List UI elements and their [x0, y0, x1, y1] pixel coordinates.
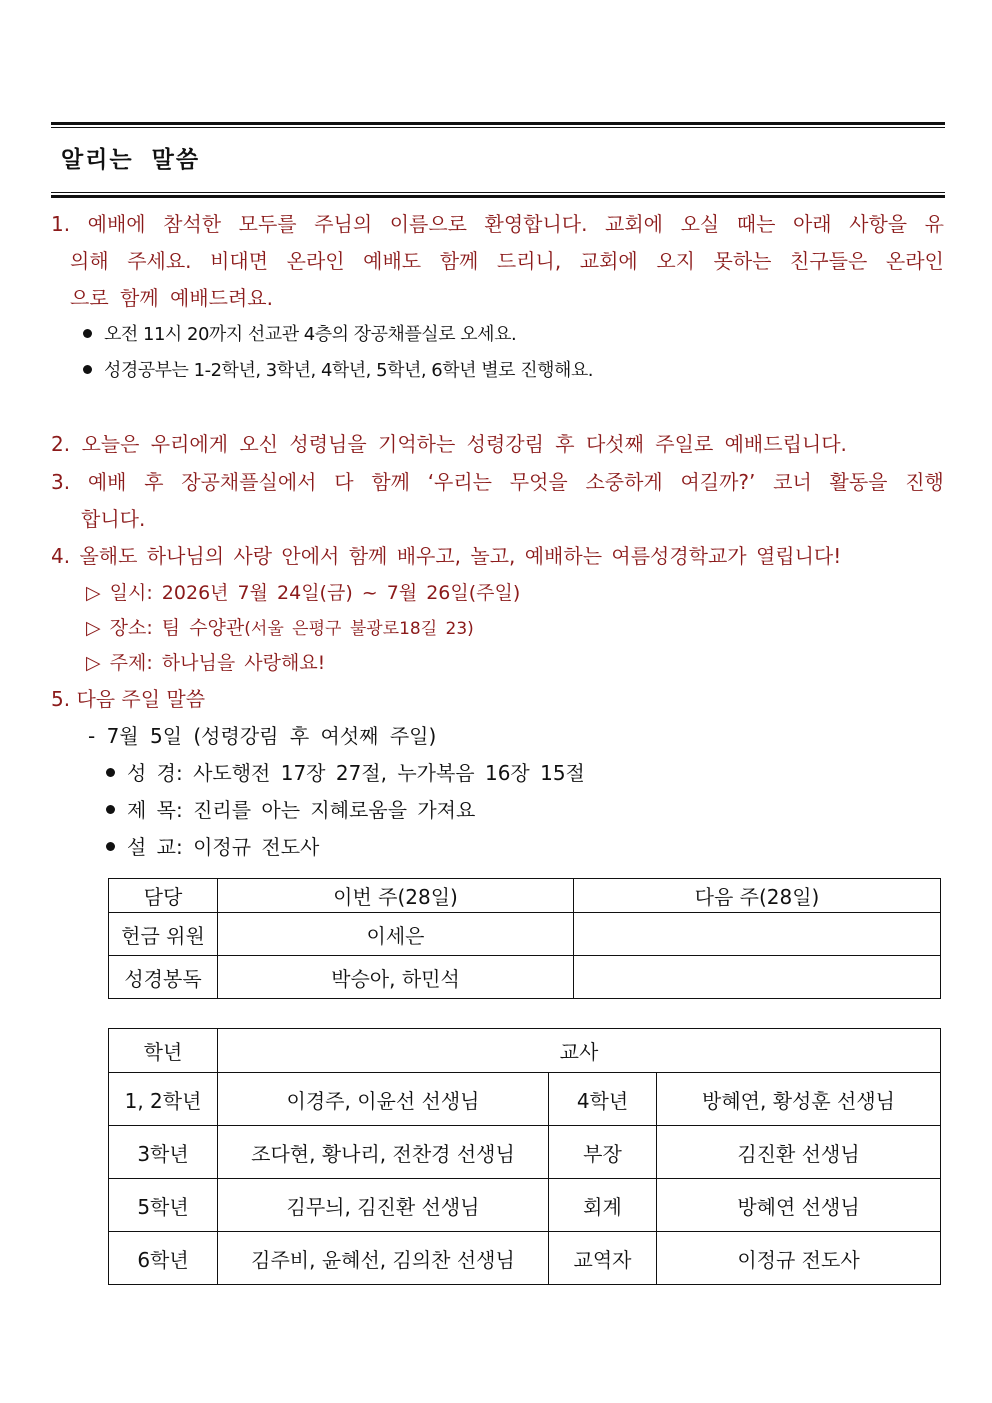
- word: 장공채플실에서: [181, 470, 317, 494]
- table-row: [109, 956, 941, 999]
- word: 코너: [773, 470, 812, 494]
- table-header-cell: 교사: [218, 1029, 941, 1073]
- notice-4-date: ▷ 일시: 2026년 7월 24일(금) ~ 7월 26일(주일): [86, 582, 521, 604]
- table-cell: 이경주, 이윤선 선생님: [218, 1073, 549, 1126]
- notice-4-place: [86, 614, 474, 643]
- word: 의해: [70, 249, 109, 273]
- table-cell: 김무늬, 김진환 선생님: [218, 1179, 549, 1232]
- place-detail: (서울 은평구 불광로18길 23): [244, 619, 474, 639]
- word: 오지: [656, 249, 695, 273]
- table-cell: 5학년: [109, 1179, 218, 1232]
- word: 함께: [371, 470, 410, 494]
- word: 활동을: [829, 470, 888, 494]
- word: 교회에: [605, 212, 664, 236]
- teacher-table: [108, 1028, 941, 1285]
- preacher: 설 교: 이정규 전도사: [106, 833, 319, 861]
- sermon-title: 제 목: 진리를 아는 지혜로움을 가져요: [106, 796, 475, 824]
- table-row: [109, 1073, 941, 1126]
- notice-5-title: 5. 다음 주일 말씀: [51, 687, 206, 711]
- notice-3-line-2: 합니다.: [81, 507, 146, 531]
- word: 함께: [439, 249, 479, 273]
- notice-4-theme: ▷ 주제: 하나님을 사랑해요!: [86, 652, 326, 674]
- word: 다: [334, 470, 354, 494]
- section-title: 알리는 말씀: [61, 147, 201, 173]
- word: 주세요.: [127, 249, 192, 273]
- word: 온라인: [885, 249, 944, 273]
- notice-1-bullet: 오전 11시 20까지 선교관 4층의 장공채플실로 오세요.: [83, 321, 516, 349]
- table-cell: [574, 956, 941, 999]
- word: 때는: [736, 212, 776, 236]
- word: 예배도: [363, 249, 422, 273]
- word: ‘우리는: [427, 470, 493, 494]
- teacher-table-header: [109, 1029, 941, 1073]
- word: 주님의: [314, 212, 373, 236]
- notice-4: 4. 올해도 하나님의 사랑 안에서 함께 배우고, 놀고, 예배하는 여름성경학교가 열립니다!: [51, 544, 842, 568]
- table-header-cell: 담당: [109, 879, 218, 913]
- notice-1-bullet: 성경공부는 1-2학년, 3학년, 4학년, 5학년, 6학년 별로 진행해요.: [83, 357, 593, 385]
- table-cell: 김주비, 윤혜선, 김의찬 선생님: [218, 1232, 549, 1285]
- notice-1-line-2: [70, 247, 944, 275]
- word: 드리니,: [496, 249, 562, 273]
- table-cell: 1, 2학년: [109, 1073, 218, 1126]
- place-label: ▷ 장소: 팀 수양관: [86, 617, 245, 639]
- word: 3.: [51, 470, 71, 494]
- word: 소중하게: [585, 470, 663, 494]
- word: 무엇을: [509, 470, 568, 494]
- notice-1-line-1: [51, 210, 944, 238]
- word: 아래: [792, 212, 832, 236]
- title-rule-top-thin: [51, 127, 945, 128]
- table-cell: 방혜연 선생님: [657, 1179, 941, 1232]
- duty-table-header: [109, 879, 941, 913]
- table-header-cell: 학년: [109, 1029, 218, 1073]
- table-cell: 회계: [549, 1179, 657, 1232]
- title-rule-bottom: [51, 195, 945, 198]
- word: 예배: [87, 470, 127, 494]
- table-cell: 헌금 위원: [109, 913, 218, 956]
- table-row: [109, 1126, 941, 1179]
- word: 여길까?’: [680, 470, 756, 494]
- word: 친구들은: [790, 249, 868, 273]
- word: 비대면: [210, 249, 269, 273]
- table-row: [109, 913, 941, 956]
- word: 이름으로: [389, 212, 467, 236]
- word: 후: [144, 470, 164, 494]
- table-cell: 부장: [549, 1126, 657, 1179]
- word: 교회에: [579, 249, 638, 273]
- word: 예배에: [87, 212, 146, 236]
- table-row: [109, 1179, 941, 1232]
- table-cell: [574, 913, 941, 956]
- notice-2: 2. 오늘은 우리에게 오신 성령님을 기억하는 성령강림 후 다섯째 주일로 예배드립니다.: [51, 432, 847, 456]
- table-cell: 박승아, 하민석: [218, 956, 574, 999]
- table-cell: 교역자: [549, 1232, 657, 1285]
- duty-table: [108, 878, 941, 999]
- table-cell: 방혜연, 황성훈 선생님: [657, 1073, 941, 1126]
- table-cell: 3학년: [109, 1126, 218, 1179]
- word: 오실: [680, 212, 720, 236]
- word: 환영합니다.: [484, 212, 588, 236]
- table-cell: 조다현, 황나리, 전찬경 선생님: [218, 1126, 549, 1179]
- table-cell: 4학년: [549, 1073, 657, 1126]
- word: 진행: [905, 470, 944, 494]
- word: 모두를: [238, 212, 297, 236]
- table-cell: 이정규 전도사: [657, 1232, 941, 1285]
- word: 유: [924, 212, 944, 236]
- notice-3-line-1: [51, 468, 944, 496]
- word: 1.: [51, 212, 71, 236]
- next-sunday-date: - 7월 5일 (성령강림 후 여섯째 주일): [88, 724, 437, 748]
- table-header-cell: 다음 주(28일): [574, 879, 941, 913]
- title-rule-top: [51, 122, 945, 125]
- word: 못하는: [713, 249, 772, 273]
- table-header-cell: 이번 주(28일): [218, 879, 574, 913]
- word: 온라인: [286, 249, 345, 273]
- table-row: [109, 1232, 941, 1285]
- scripture: 성 경: 사도행전 17장 27절, 누가복음 16장 15절: [106, 759, 585, 787]
- word: 사항을: [849, 212, 908, 236]
- table-cell: 김진환 선생님: [657, 1126, 941, 1179]
- notice-1-line-3: 으로 함께 예배드려요.: [70, 286, 273, 310]
- table-cell: 성경봉독: [109, 956, 218, 999]
- table-cell: 이세은: [218, 913, 574, 956]
- table-cell: 6학년: [109, 1232, 218, 1285]
- word: 참석한: [163, 212, 222, 236]
- title-rule-bottom-thin: [51, 192, 945, 193]
